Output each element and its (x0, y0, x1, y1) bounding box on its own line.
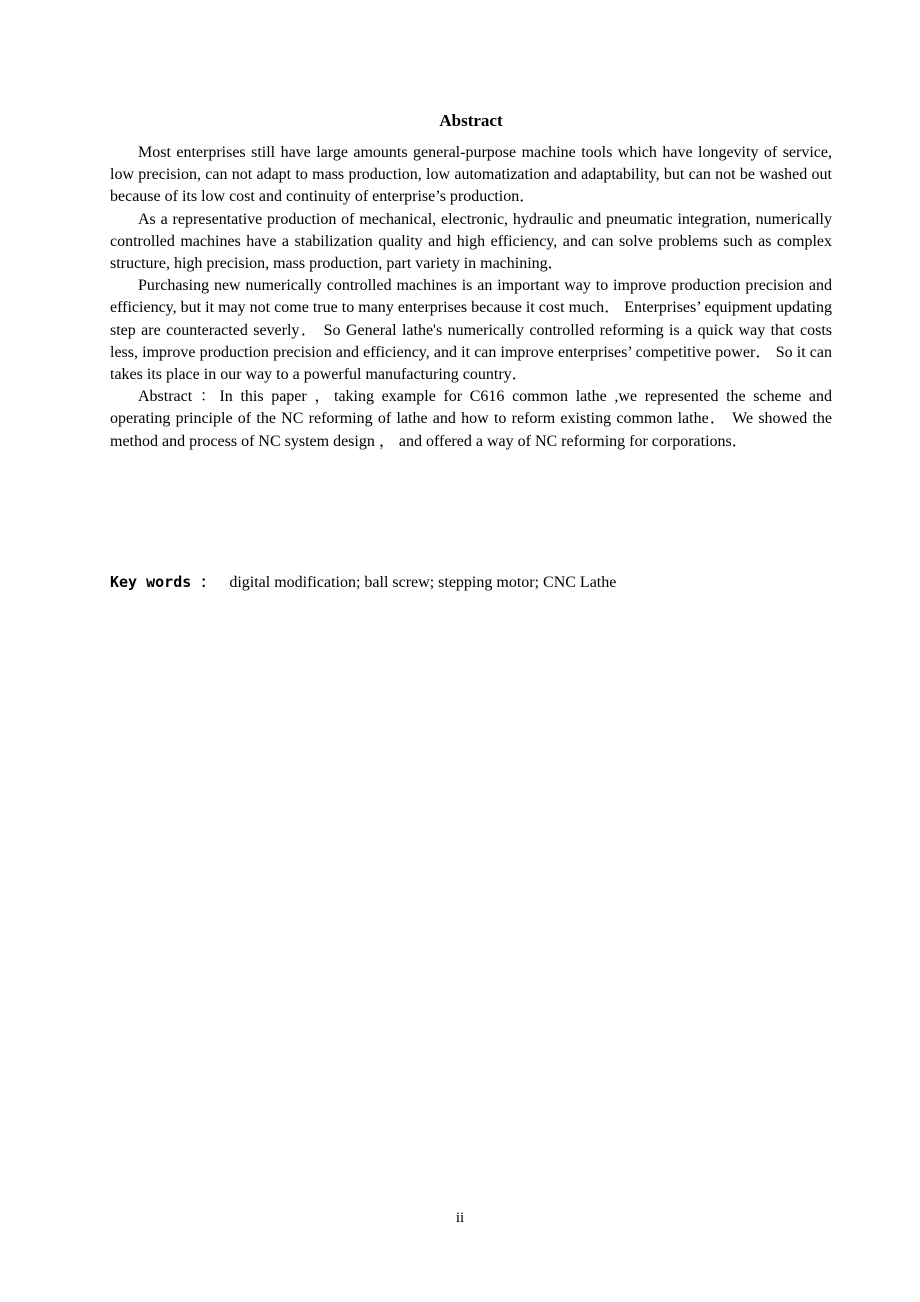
abstract-body (110, 142, 832, 453)
abstract-paragraph-2: As a representative production of mechanical, electronic, hydraulic and pneumatic integration, numerically controlled machines have a stabilization quality and high efficiency, and can solve problems such as complex structure, high precision, mass production, part variety in machining． (110, 210, 832, 273)
abstract-title: Abstract (439, 111, 503, 130)
keywords-text: digital modification; ball screw; stepping motor; CNC Lathe (229, 574, 617, 591)
page-number: ii (455, 1210, 465, 1226)
abstract-paragraph-1: Most enterprises still have large amounts general-purpose machine tools which have longevity of service, low precision, can not adapt to mass production, low automatization and adaptability, but can not be washed out because of its low cost and continuity of enterprise’s production． (110, 144, 832, 206)
abstract-paragraph-4: Abstract ：In this paper ，taking example for C616 common lathe ,we represented the scheme and operating principle of the NC reforming of lathe and how to reform existing common lathe． We showed the method and process of NC system design ， and offered a way of NC reforming for corporations． (110, 388, 833, 450)
keywords-separator: ： (191, 573, 216, 591)
abstract-paragraph-3: Purchasing new numerically controlled machines is an important way to improve production precision and efficiency, but it may not come true to many enterprises because it cost much． Enterprises’ equipment updating step are counteracted severly． So General lathe's numerically controlled reforming is a quick way that costs less, improve production precision and efficiency, and it can improve enterprises’ competitive power． So it can takes its place in our way to a powerful manufacturing country． (110, 277, 832, 384)
keywords-line (110, 571, 832, 594)
keywords-label: Key words (110, 573, 192, 591)
